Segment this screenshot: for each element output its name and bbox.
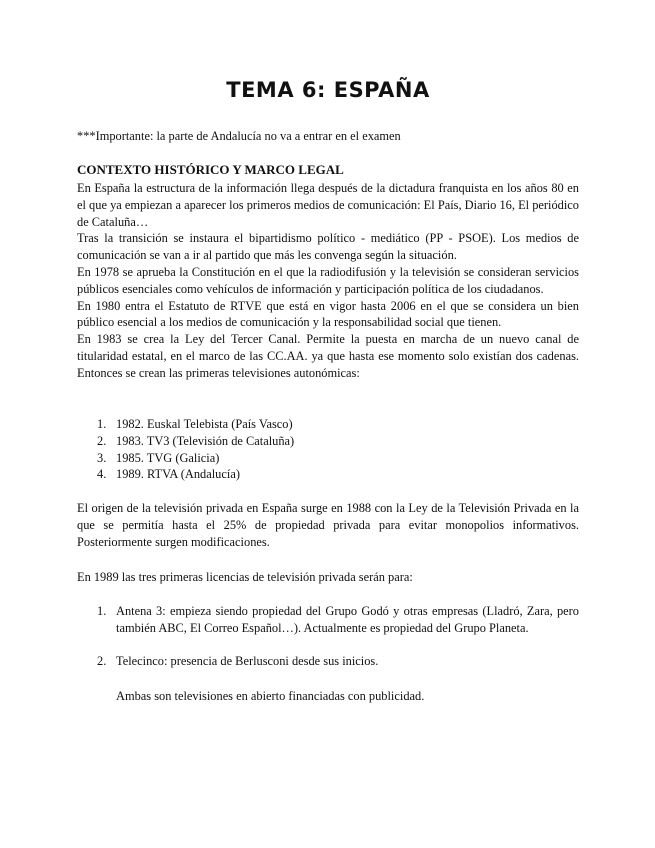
list-text: 1983. TV3 (Televisión de Cataluña)	[116, 433, 295, 448]
list-number: 3.	[97, 450, 107, 465]
list-item	[77, 653, 579, 670]
list-text: 1989. RTVA (Andalucía)	[116, 467, 240, 482]
paragraph-dictatorship: En España la estructura de la información llega después de la dictadura franquista en los años 80 en el que ya empiezan a aparecer los primeros medios de comunicación: El País, Diario 16, El periódico de Cataluña…	[77, 181, 579, 229]
page-title: TEMA 6: ESPAÑA	[226, 78, 430, 102]
list-item	[77, 466, 579, 483]
list-number: 1.	[97, 604, 107, 618]
section-heading: CONTEXTO HISTÓRICO Y MARCO LEGAL	[77, 162, 344, 177]
context-paragraphs	[77, 180, 579, 382]
paragraph-constitution: En 1978 se aprueba la Constitución en el que la radiodifusión y la televisión se consideran servicios públicos esenciales como vehículos de información y participación política de los ciudadanos.	[77, 264, 579, 296]
list-number: 2.	[97, 654, 107, 669]
list-text: Antena 3: empieza siendo propiedad del Grupo Godó y otras empresas (Lladró, Zara, pero también ABC, El Correo Español…). Actualmente es propiedad del Grupo Planeta.	[116, 604, 579, 635]
list-number: 1.	[97, 417, 107, 431]
autonomic-tv-list	[77, 416, 579, 483]
list-item	[77, 450, 579, 467]
exam-note: ***Importante: la parte de Andalucía no va a entrar en el examen	[77, 129, 401, 143]
licenses-list	[77, 603, 579, 670]
paragraph-rtve-statute: En 1980 entra el Estatuto de RTVE que está en vigor hasta 2006 en el que se considera un bien público esencial a los medios de comunicación y la responsabilidad social que tienen.	[77, 298, 579, 330]
paragraph-private-origin: El origen de la televisión privada en España surge en 1988 con la Ley de la Televisión Privada en la que se permitía hasta el 25% de propiedad privada para evitar monopolios informativos. Posteriormente surgen modificaciones.	[77, 501, 579, 549]
list-text: 1982. Euskal Telebista (País Vasco)	[116, 417, 293, 431]
private-tv-origin	[77, 500, 579, 550]
list-number: 2.	[97, 433, 107, 448]
closing-note: Ambas son televisiones en abierto financiadas con publicidad.	[116, 689, 425, 703]
paragraph-transition: Tras la transición se instaura el bipartidismo político - mediático (PP - PSOE). Los medios de comunicación se van a ir al partido que más les convenga según la situación.	[77, 231, 579, 263]
list-item	[77, 433, 579, 450]
licenses-intro	[77, 569, 579, 586]
list-item	[77, 603, 579, 637]
paragraph-licenses-intro: En 1989 las tres primeras licencias de televisión privada serán para:	[77, 570, 413, 584]
list-text: Telecinco: presencia de Berlusconi desde sus inicios.	[116, 654, 379, 669]
list-item	[77, 416, 579, 433]
list-text: 1985. TVG (Galicia)	[116, 450, 220, 465]
list-number: 4.	[97, 467, 107, 482]
paragraph-third-channel: En 1983 se crea la Ley del Tercer Canal. Permite la puesta en marcha de un nuevo canal de titularidad estatal, en el marco de las CC.AA. ya que hasta ese momento solo existían dos cadenas. Entonces se crean las primeras televisiones autonómicas:	[77, 332, 579, 380]
